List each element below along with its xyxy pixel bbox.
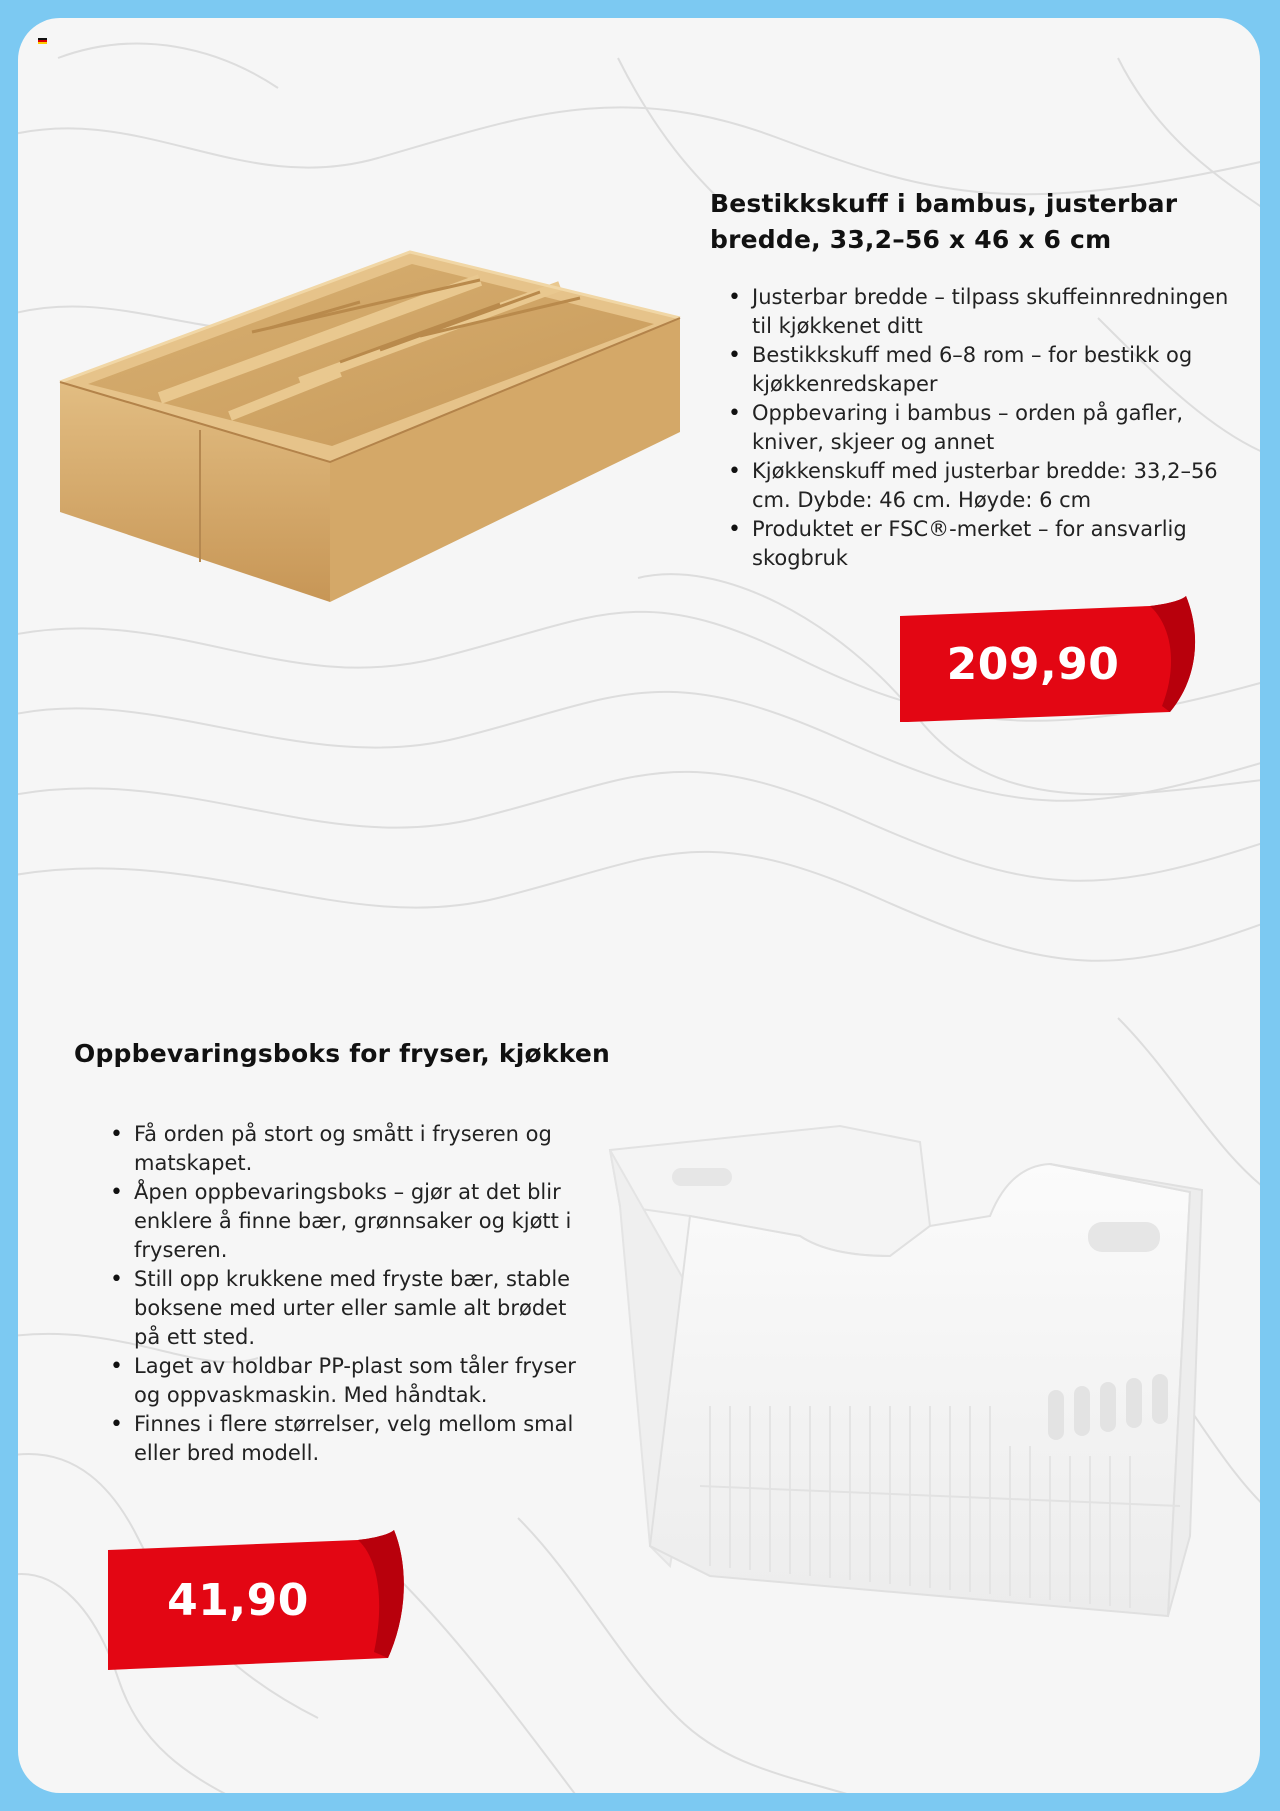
product-title-cutlery-tray	[710, 186, 1177, 258]
feature-item: • Laget av holdbar PP-plast som tåler fryser og oppvaskmaskin. Med håndtak.	[134, 1352, 579, 1410]
bamboo-cutlery-tray-image	[40, 232, 688, 612]
product-title-line-2: bredde, 33,2–56 x 46 x 6 cm	[710, 225, 1112, 254]
feature-item: • Bestikkskuff med 6–8 rom – for bestikk og kjøkkenredskaper	[752, 341, 1242, 399]
price-value: 41,90	[167, 1574, 309, 1626]
catalog-page	[18, 18, 1260, 1793]
feature-list-freezer-box	[110, 1120, 579, 1468]
product-title-line-1: Oppbevaringsboks for fryser, kjøkken	[74, 1039, 610, 1068]
price-tag-freezer-box	[108, 1530, 408, 1670]
feature-item: • Produktet er FSC®-merket – for ansvarlig skogbruk	[752, 515, 1242, 573]
price-value: 209,90	[946, 638, 1120, 690]
feature-item: • Still opp krukkene med fryste bær, stable boksene med urter eller samle alt brødet på ett sted.	[134, 1265, 579, 1352]
feature-item: • Justerbar bredde – tilpass skuffeinnredningen til kjøkkenet ditt	[752, 283, 1242, 341]
product-title-line-1: Bestikkskuff i bambus, justerbar	[710, 189, 1178, 218]
freezer-storage-bin-image	[590, 1106, 1226, 1636]
feature-list-cutlery-tray	[728, 283, 1242, 573]
feature-item: • Få orden på stort og smått i fryseren og matskapet.	[134, 1120, 579, 1178]
product-title-freezer-box	[74, 1036, 610, 1072]
price-tag-cutlery-tray	[900, 596, 1206, 732]
feature-item: • Finnes i flere størrelser, velg mellom smal eller bred modell.	[134, 1410, 579, 1468]
feature-item: • Kjøkkenskuff med justerbar bredde: 33,2–56 cm. Dybde: 46 cm. Høyde: 6 cm	[752, 457, 1242, 515]
feature-item: • Åpen oppbevaringsboks – gjør at det blir enklere å finne bær, grønnsaker og kjøtt i fryseren.	[134, 1178, 579, 1265]
language-flag-icon	[38, 38, 47, 44]
feature-item: • Oppbevaring i bambus – orden på gafler, kniver, skjeer og annet	[752, 399, 1242, 457]
